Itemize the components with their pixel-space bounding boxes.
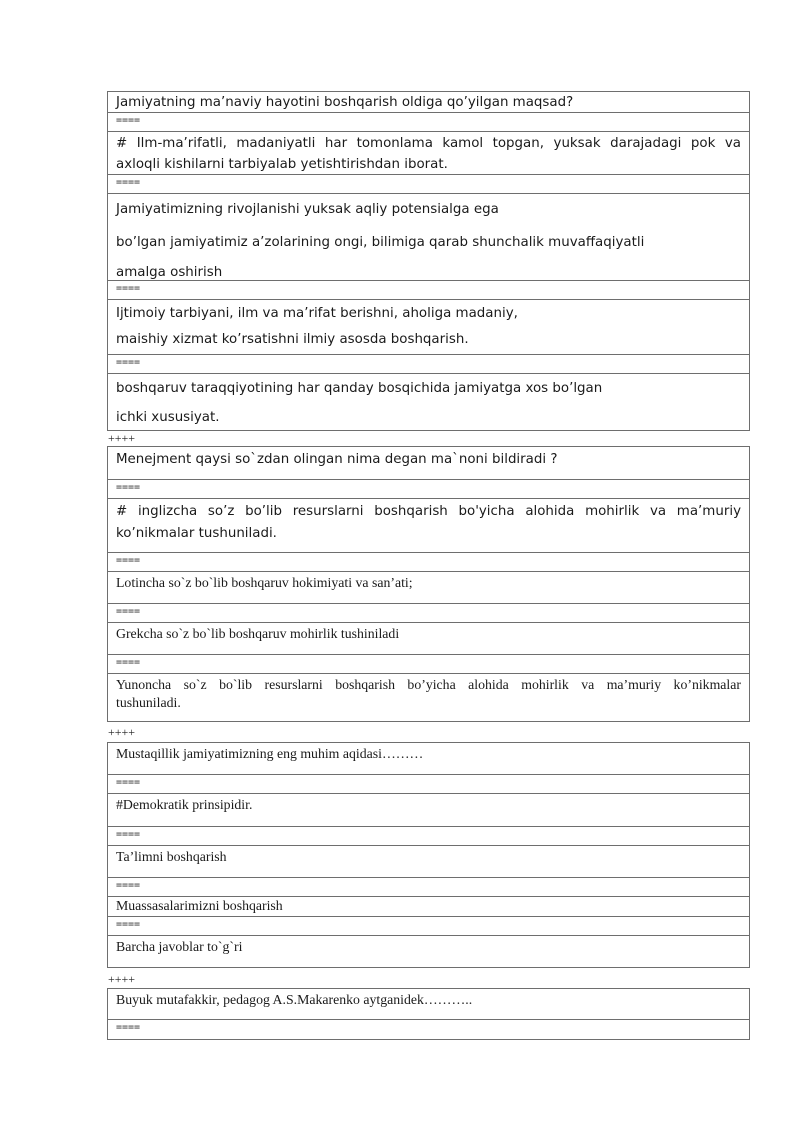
question-separator: ++++ — [108, 431, 136, 445]
separator-line: ==== — [108, 655, 749, 674]
answer-option: Muassasalarimizni boshqarish — [108, 897, 749, 917]
separator-line: ==== — [108, 480, 749, 499]
separator-line: ==== — [108, 281, 749, 300]
answer-option-correct: #Demokratik prinsipidir. — [108, 794, 749, 827]
separator-line: ==== — [108, 775, 749, 794]
question-text: Jamiyatning ma’naviy hayotini boshqarish oldiga qo’yilgan maqsad? — [108, 92, 749, 113]
question-text: Mustaqillik jamiyatimizning eng muhim aqidasi……… — [108, 743, 749, 775]
separator-line: ==== — [116, 1022, 141, 1033]
separator-line: ==== — [108, 355, 749, 374]
question-block-1 — [107, 91, 750, 431]
document — [107, 91, 750, 1040]
answer-option: Grekcha so`z bo`lib boshqaruv mohirlik tushiniladi — [108, 623, 749, 655]
separator-line: ==== — [108, 175, 749, 194]
question-text: Buyuk mutafakkir, pedagog A.S.Makarenko aytganidek……….. — [108, 989, 749, 1020]
question-block-4 — [107, 988, 750, 1040]
separator-line: ==== — [108, 917, 749, 936]
answer-option: Lotincha so`z bo`lib boshqaruv hokimiyati va san’ati; — [108, 572, 749, 604]
separator-line: ==== — [108, 553, 749, 572]
separator-line: ==== — [108, 604, 749, 623]
answer-option: Ijtimoiy tarbiyani, ilm va ma’rifat berishni, aholiga madaniy, maishiy xizmat ko’rsatishni ilmiy asosda boshqarish. — [108, 300, 749, 355]
question-block-3 — [107, 742, 750, 968]
separator-line: ==== — [108, 113, 749, 132]
question-separator: ++++ — [108, 972, 136, 986]
question-separator: ++++ — [108, 725, 136, 739]
answer-option: boshqaruv taraqqiyotining har qanday bosqichida jamiyatga xos bo’lgan ichki xususiyat. — [116, 381, 603, 425]
answer-option: Yunoncha so`z bo`lib resurslarni boshqarish bo’yicha alohida mohirlik va ma’muriy ko’nikmalar tushuniladi. — [116, 677, 741, 710]
answer-option: Jamiyatimizning rivojlanishi yuksak aqliy potensialga ega bo’lgan jamiyatimiz a’zolarining ongi, bilimiga qarab shunchalik muvaffaqiyatli amalga oshirish — [108, 194, 749, 281]
separator-line: ==== — [108, 878, 749, 897]
question-block-2 — [107, 446, 750, 722]
answer-option: Barcha javoblar to`g`ri — [116, 939, 243, 954]
answer-option: Ta’limni boshqarish — [108, 846, 749, 878]
answer-option-correct: # Ilm-ma’rifatli, madaniyatli har tomonlama kamol topgan, yuksak darajadagi pok va axloqli kishilarni tarbiyalab yetishtirishdan iborat. — [108, 132, 749, 175]
question-text: Menejment qaysi so`zdan olingan nima degan ma`noni bildiradi ? — [108, 447, 749, 480]
separator-line: ==== — [108, 827, 749, 846]
answer-option-correct: # inglizcha so’z bo’lib resurslarni boshqarish bo'yicha alohida mohirlik va ma’muriy ko’nikmalar tushuniladi. — [108, 499, 749, 553]
